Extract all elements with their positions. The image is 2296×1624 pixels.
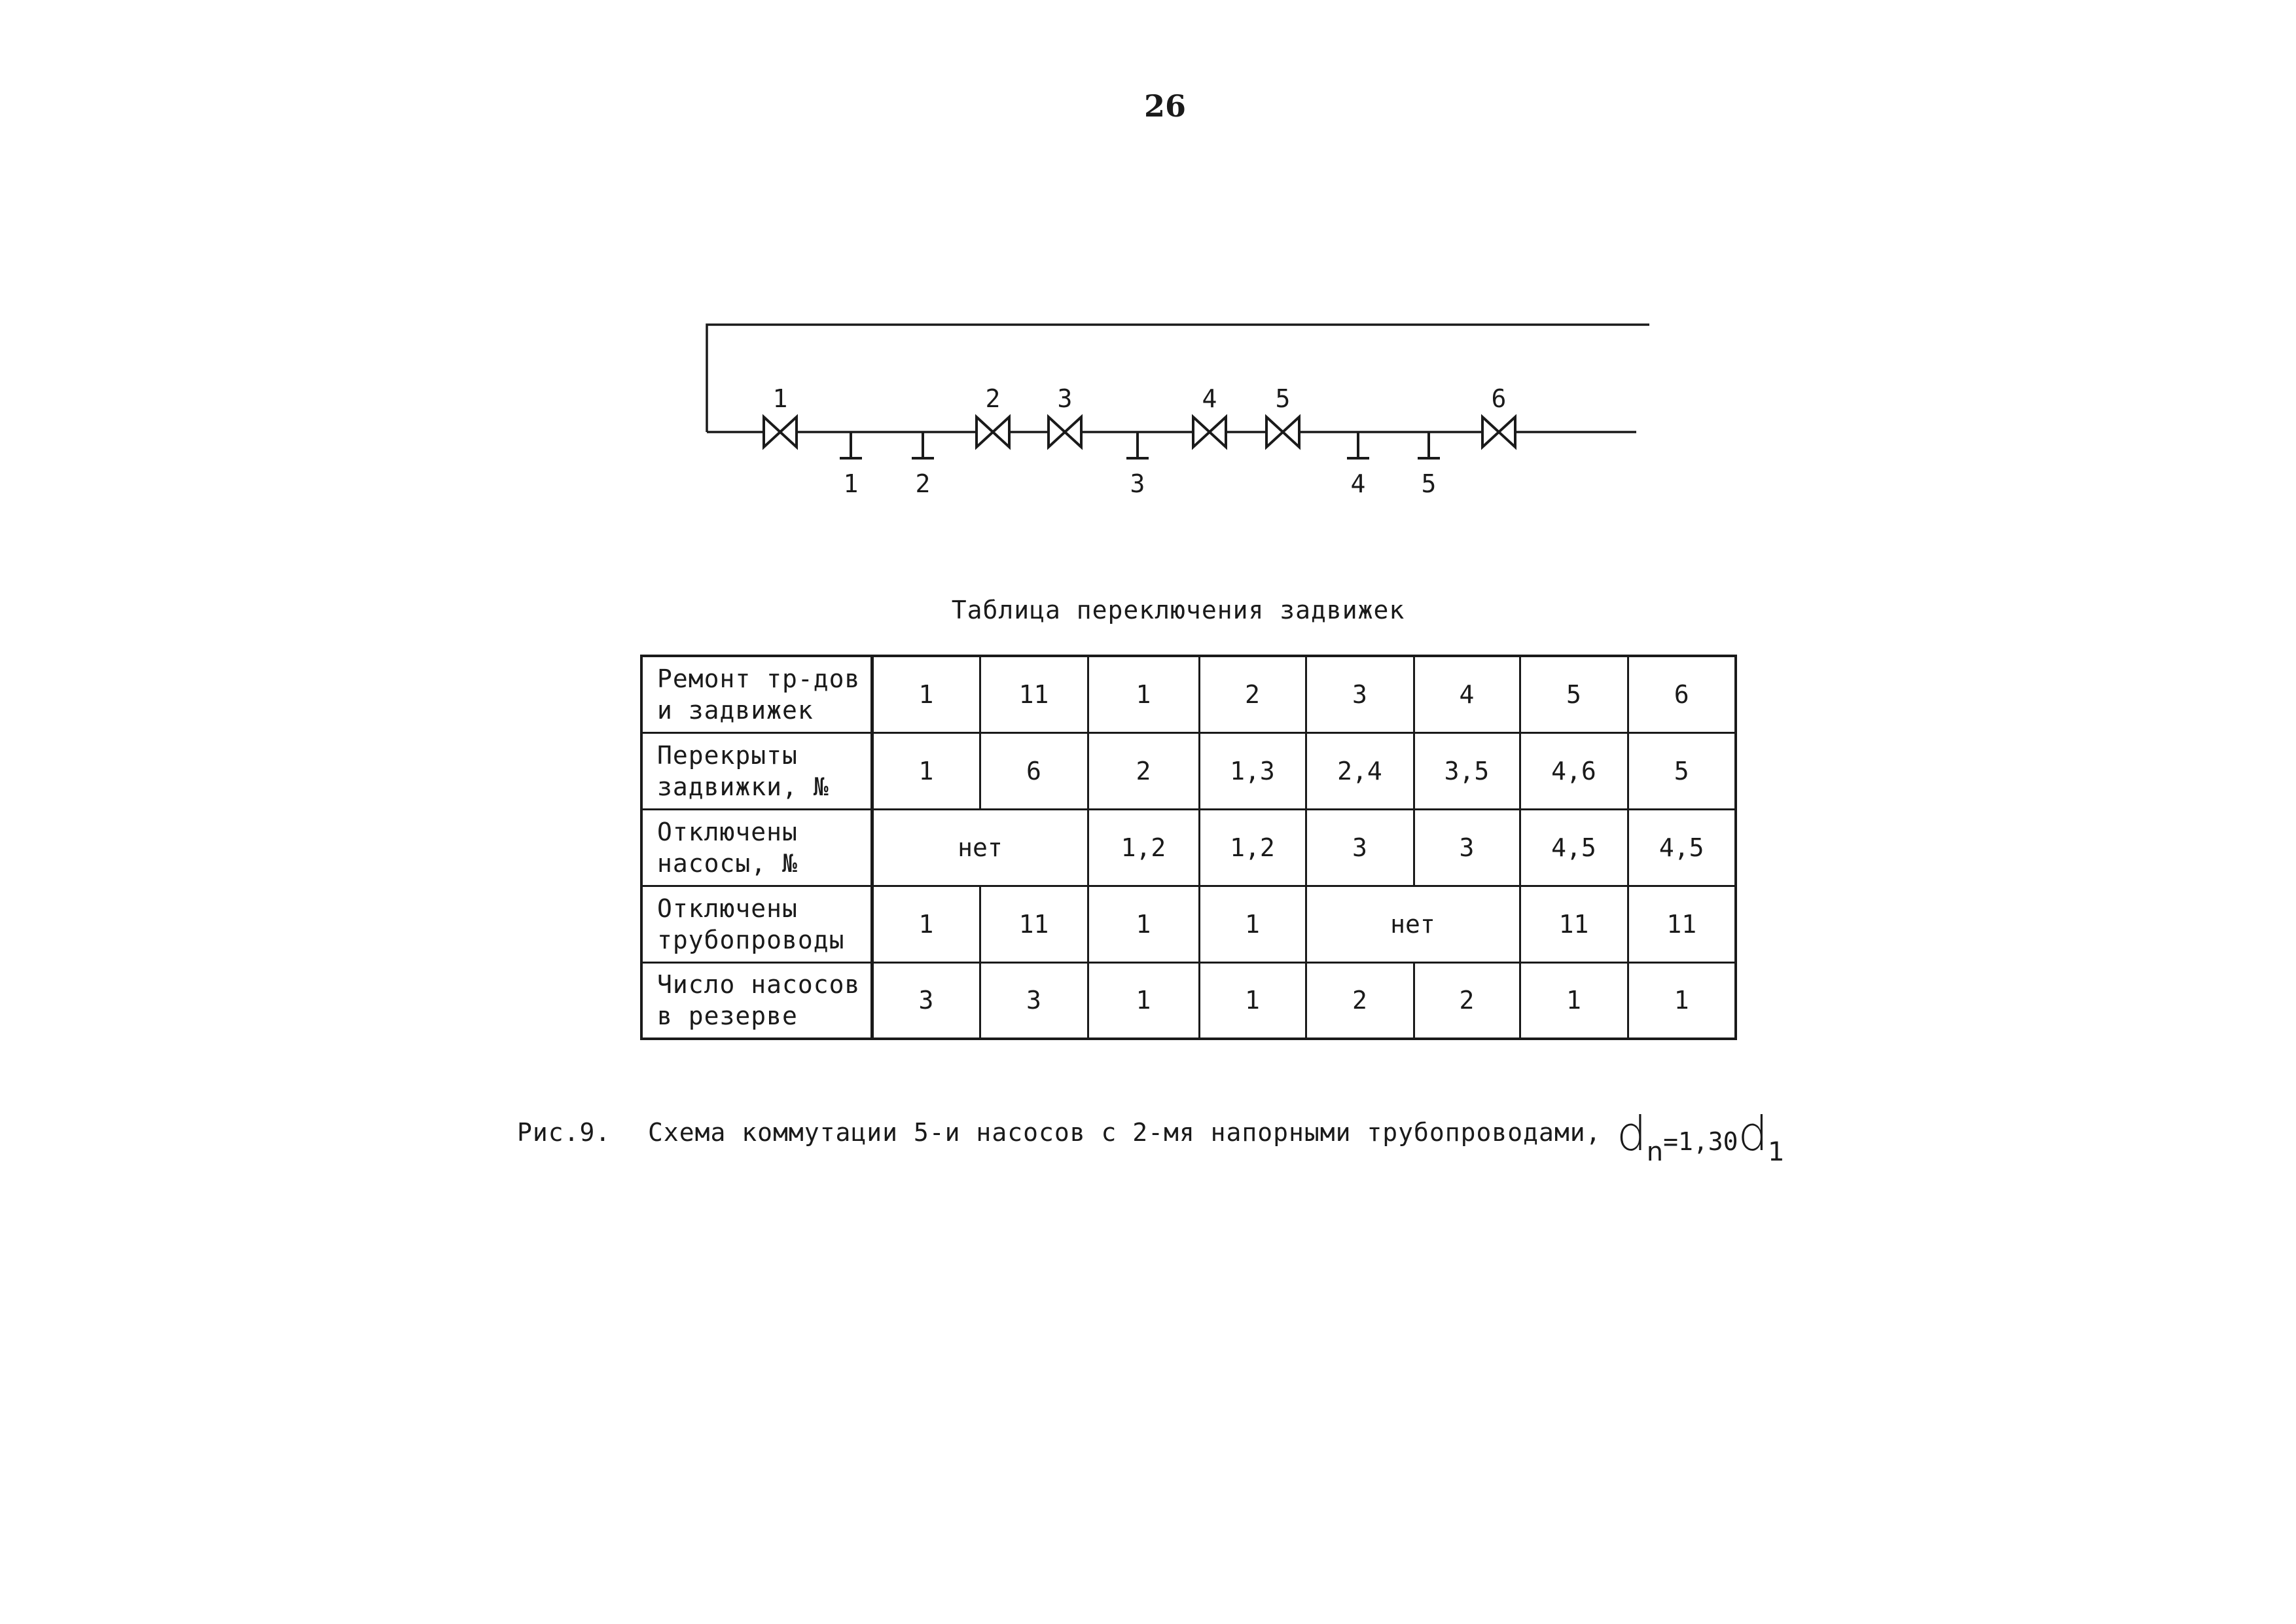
table-cell: 2 — [1088, 732, 1199, 809]
upper-pipeline — [707, 325, 1649, 432]
pump-label-3: 3 — [1130, 469, 1145, 498]
table-cell: 3 — [872, 962, 980, 1039]
valve-label-4: 4 — [1202, 384, 1217, 413]
pump-label-2: 2 — [915, 469, 931, 498]
table-cell: 1,2 — [1088, 809, 1199, 886]
table-cell: 1,2 — [1199, 809, 1306, 886]
pump-tap-icon-4 — [1347, 432, 1369, 458]
table-cell: 11 — [980, 656, 1088, 732]
table-cell: нет — [1306, 886, 1520, 962]
valve-icon-2 — [977, 417, 1009, 447]
table-cell: 5 — [1520, 656, 1628, 732]
valve-icon-4 — [1193, 417, 1226, 447]
formula-d-n: d — [1617, 1106, 1647, 1161]
pump-tap-icon-2 — [912, 432, 934, 458]
page-number: 26 — [1143, 88, 1186, 124]
table-cell: 3 — [1306, 656, 1414, 732]
figure-number: Рис.9. — [517, 1118, 611, 1147]
pump-label-5: 5 — [1421, 469, 1437, 498]
table-cell: 4 — [1414, 656, 1520, 732]
table-cell: 1 — [1520, 962, 1628, 1039]
figure-caption — [517, 1106, 1826, 1165]
table-cell: 3 — [1414, 809, 1520, 886]
pump-tap-icon-5 — [1418, 432, 1440, 458]
table-cell: 5 — [1628, 732, 1736, 809]
pump-tap-icon-3 — [1126, 432, 1149, 458]
table-cell: 4,6 — [1520, 732, 1628, 809]
formula-sub-1: 1 — [1768, 1137, 1785, 1167]
table-cell: 11 — [1520, 886, 1628, 962]
valve-label-5: 5 — [1275, 384, 1291, 413]
row-header-disabled-pipelines: Отключены трубопроводы — [641, 886, 872, 962]
pump-label-1: 1 — [843, 469, 859, 498]
table-cell: 2,4 — [1306, 732, 1414, 809]
table-cell: 1 — [872, 656, 980, 732]
row-header-reserve-pumps: Число насосов в резерве — [641, 962, 872, 1039]
table-cell: 4,5 — [1520, 809, 1628, 886]
table-cell: 1 — [1088, 962, 1199, 1039]
valve-icon-1 — [764, 417, 797, 447]
table-cell: 1 — [1088, 886, 1199, 962]
caption-formula — [1617, 1106, 1785, 1167]
table-cell: 11 — [980, 886, 1088, 962]
table-cell: 3 — [1306, 809, 1414, 886]
switching-table — [640, 655, 1737, 1040]
table-cell: 1 — [1199, 886, 1306, 962]
pump-tap-icon-1 — [840, 432, 862, 458]
table-title: Таблица переключения задвижек — [951, 596, 1405, 624]
formula-sub-n: n — [1646, 1137, 1664, 1167]
valve-label-2: 2 — [985, 384, 1001, 413]
table-cell: 1,3 — [1199, 732, 1306, 809]
row-header-disabled-pumps: Отключены насосы, № — [641, 809, 872, 886]
table-cell: 1 — [1199, 962, 1306, 1039]
valve-icon-6 — [1482, 417, 1515, 447]
table-cell: 1 — [1088, 656, 1199, 732]
table-cell: 1 — [872, 886, 980, 962]
table-row-reserve-pumps — [641, 962, 1736, 1039]
table-row-repair — [641, 656, 1736, 732]
table-cell: 2 — [1306, 962, 1414, 1039]
formula-d-1: d — [1738, 1106, 1768, 1161]
valve-label-1: 1 — [772, 384, 788, 413]
table-cell: 3,5 — [1414, 732, 1520, 809]
table-cell: 3 — [980, 962, 1088, 1039]
table-cell: 2 — [1414, 962, 1520, 1039]
table-cell: 1 — [872, 732, 980, 809]
table-cell: 2 — [1199, 656, 1306, 732]
table-cell: 4,5 — [1628, 809, 1736, 886]
table-cell: 1 — [1628, 962, 1736, 1039]
caption-text: Схема коммутации 5-и насосов с 2-мя напорными трубопроводами, — [648, 1118, 1602, 1147]
table-cell: нет — [872, 809, 1088, 886]
valve-label-3: 3 — [1057, 384, 1073, 413]
row-header-repair: Ремонт тр-дов и задвижек — [641, 656, 872, 732]
table-row-closed-valves — [641, 732, 1736, 809]
pump-label-4: 4 — [1350, 469, 1366, 498]
pump-switching-scheme — [0, 0, 2296, 524]
table-cell: 11 — [1628, 886, 1736, 962]
row-header-closed-valves: Перекрыты задвижки, № — [641, 732, 872, 809]
table-row-disabled-pumps — [641, 809, 1736, 886]
valve-icon-3 — [1049, 417, 1081, 447]
valve-icon-5 — [1266, 417, 1299, 447]
valve-label-6: 6 — [1491, 384, 1507, 413]
table-row-disabled-pipelines — [641, 886, 1736, 962]
table-cell: 6 — [980, 732, 1088, 809]
formula-ratio: =1,30 — [1663, 1127, 1738, 1156]
table-cell: 6 — [1628, 656, 1736, 732]
